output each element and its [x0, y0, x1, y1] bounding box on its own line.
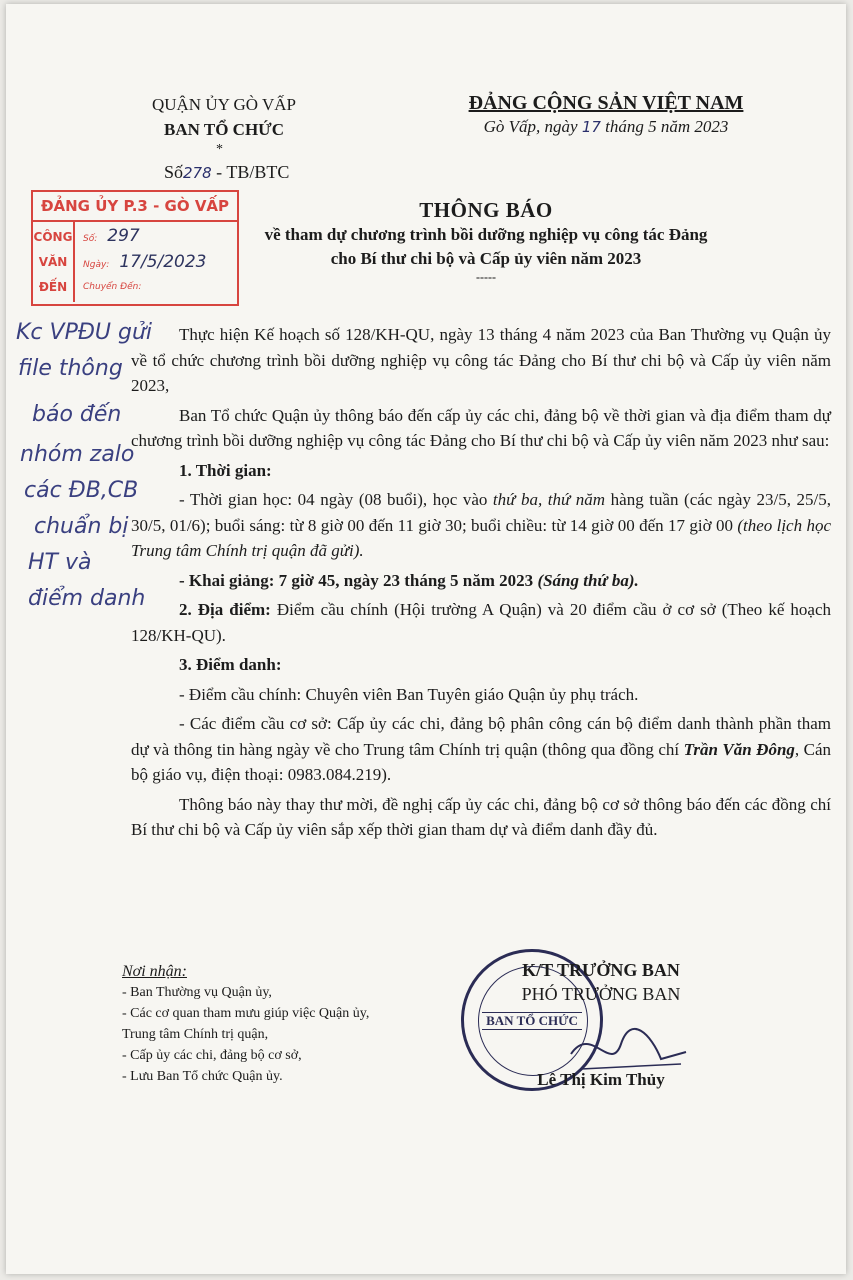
recipients-title: Nơi nhận:: [122, 963, 187, 980]
time-text-a: - Thời gian học: 04 ngày (08 buổi), học vào: [179, 490, 493, 509]
seal-center-text: BAN TỔ CHỨC: [482, 1012, 582, 1030]
date-day: 17: [581, 118, 601, 136]
stamp-date-label: Ngày:: [83, 260, 110, 270]
number-suffix: - TB/BTC: [216, 162, 290, 182]
section-attendance-heading: 3. Điểm danh:: [179, 655, 282, 674]
recipient-item: - Các cơ quan tham mưu giúp việc Quận ủy,: [122, 1006, 370, 1021]
handwritten-note-2: file thông: [18, 356, 123, 381]
attendance-base-points: [131, 711, 831, 788]
handwritten-note-1: Kc VPĐU gửi: [16, 320, 152, 345]
party-name: ĐẢNG CỘNG SẢN VIỆT NAM: [468, 92, 744, 114]
attendance-text-c: , Cán bộ giáo vụ, điện thoại: 0983.084.219).: [131, 739, 832, 784]
title-divider: -----: [476, 270, 496, 284]
stamp-side-1: CÔNG: [33, 230, 73, 244]
stamp-forward-label: Chuyển Đến:: [83, 282, 142, 292]
title-line-2: cho Bí thư chi bộ và Cấp ủy viên năm 2023: [330, 249, 642, 268]
paragraph-purpose: Ban Tổ chức Quận ủy thông báo đến cấp ủy các chi, đảng bộ về thời gian và địa điểm tham dự chương trình bồi dưỡng nghiệp vụ công tác Đảng cho Bí thư chi bộ và Cấp ủy viên năm 2023 như sau:: [131, 405, 831, 450]
opening-note: (Sáng thứ ba).: [537, 570, 639, 590]
stamp-side-3: ĐẾN: [38, 280, 68, 294]
signer-name: Lê Thị Kim Thủy: [537, 1070, 665, 1089]
party-header: [461, 92, 751, 137]
star-mark: *: [216, 142, 223, 157]
document-title-block: [146, 198, 826, 283]
recipient-item: - Lưu Ban Tổ chức Quận ủy.: [122, 1069, 283, 1084]
issuer-org: QUẬN ỦY GÒ VẤP: [151, 95, 297, 114]
stamp-side-2: VĂN: [38, 255, 68, 269]
stamp-side: [33, 222, 75, 302]
document-page: [6, 4, 846, 1274]
handwritten-note-7: HT và: [28, 550, 92, 575]
signer-authority: K/T TRƯỞNG BAN: [522, 960, 680, 980]
stamp-title: ĐẢNG ỦY P.3 - GÒ VẤP: [33, 192, 237, 222]
handwritten-note-4: nhóm zalo: [20, 442, 135, 467]
time-text-c: hàng tuần (các ngày 23/5, 25/5, 30/5, 01/6); buổi sáng: từ 8 giờ 00 đến 11 giờ 30; buổi chiều: từ 14 giờ 00 đến 17 giờ 00: [131, 490, 831, 535]
recipient-item: Trung tâm Chính trị quận,: [122, 1027, 269, 1042]
section-location-heading: 2. Địa điểm:: [179, 600, 271, 619]
issuer-dept: BAN TỔ CHỨC: [164, 120, 284, 139]
paragraph-intro: Thực hiện Kế hoạch số 128/KH-QU, ngày 13 tháng 4 năm 2023 của Ban Thường vụ Quận ủy về tổ chức chương trình bồi dưỡng nghiệp vụ công tác Đảng cho Bí thư chi bộ và Cấp ủy viên năm 2023,: [131, 325, 831, 395]
number-value: 278: [183, 164, 212, 182]
handwritten-note-3: báo đến: [32, 402, 122, 427]
stamp-so-label: Số:: [83, 234, 98, 244]
document-date: [461, 117, 751, 137]
section-location: [131, 597, 831, 648]
handwritten-note-8: điểm danh: [28, 586, 146, 611]
opening-text: - Khai giảng: 7 giờ 45, ngày 23 tháng 5 năm 2023: [179, 570, 538, 590]
recipient-item: - Cấp ủy các chi, đảng bộ cơ sở,: [122, 1048, 302, 1063]
recipients-block: [122, 961, 452, 1087]
contact-person: Trần Văn Đông: [683, 739, 795, 759]
document-number: [164, 162, 289, 183]
signer-role: PHÓ TRƯỞNG BAN: [521, 984, 681, 1004]
title-line-1: về tham dự chương trình bồi dưỡng nghiệp vụ công tác Đảng: [264, 225, 708, 244]
section-location-text: Điểm cầu chính (Hội trường A Quận) và 20 điểm cầu ở cơ sở (Theo kế hoạch 128/KH-QU).: [131, 600, 831, 645]
handwritten-note-6: chuẩn bị: [34, 514, 129, 539]
section-time-heading: 1. Thời gian:: [179, 460, 272, 480]
number-prefix: Số: [164, 162, 184, 182]
handwritten-note-5: các ĐB,CB: [24, 478, 139, 503]
stamp-date-value: 17/5/2023: [119, 252, 207, 272]
attendance-text-a: - Các điểm cầu cơ sở: Cấp ủy các chi, đảng bộ phân công cán bộ điểm danh thành phần tham dự và thông tin hàng ngày về cho Trung tâm Chính trị quận (thông qua đồng chí: [131, 714, 831, 759]
date-prefix: Gò Vấp, ngày: [483, 117, 578, 136]
date-suffix: tháng 5 năm 2023: [605, 117, 729, 136]
section-time-text: [131, 487, 831, 564]
document-title: THÔNG BÁO: [419, 198, 553, 222]
attendance-main-point: - Điểm cầu chính: Chuyên viên Ban Tuyên giáo Quận ủy phụ trách.: [179, 684, 639, 704]
issuer-header: [124, 92, 324, 142]
paragraph-closing: Thông báo này thay thư mời, đề nghị cấp ủy các chi, đảng bộ cơ sở thông báo đến các đồng chí Bí thư chi bộ và Cấp ủy viên sắp xếp thời gian tham dự và điểm danh đầy đủ.: [131, 794, 831, 839]
time-text-note: (theo lịch học Trung tâm Chính trị quận đã gửi).: [131, 515, 832, 560]
stamp-so-row: [83, 226, 140, 246]
opening-line: [131, 568, 831, 594]
stamp-so-value: 297: [107, 226, 140, 246]
stamp-forward-row: [83, 282, 141, 292]
recipient-item: - Ban Thường vụ Quận ủy,: [122, 985, 272, 1000]
notice-body: [131, 322, 831, 847]
signature-block: [486, 960, 716, 1090]
time-text-days: thứ ba, thứ năm: [492, 490, 606, 509]
